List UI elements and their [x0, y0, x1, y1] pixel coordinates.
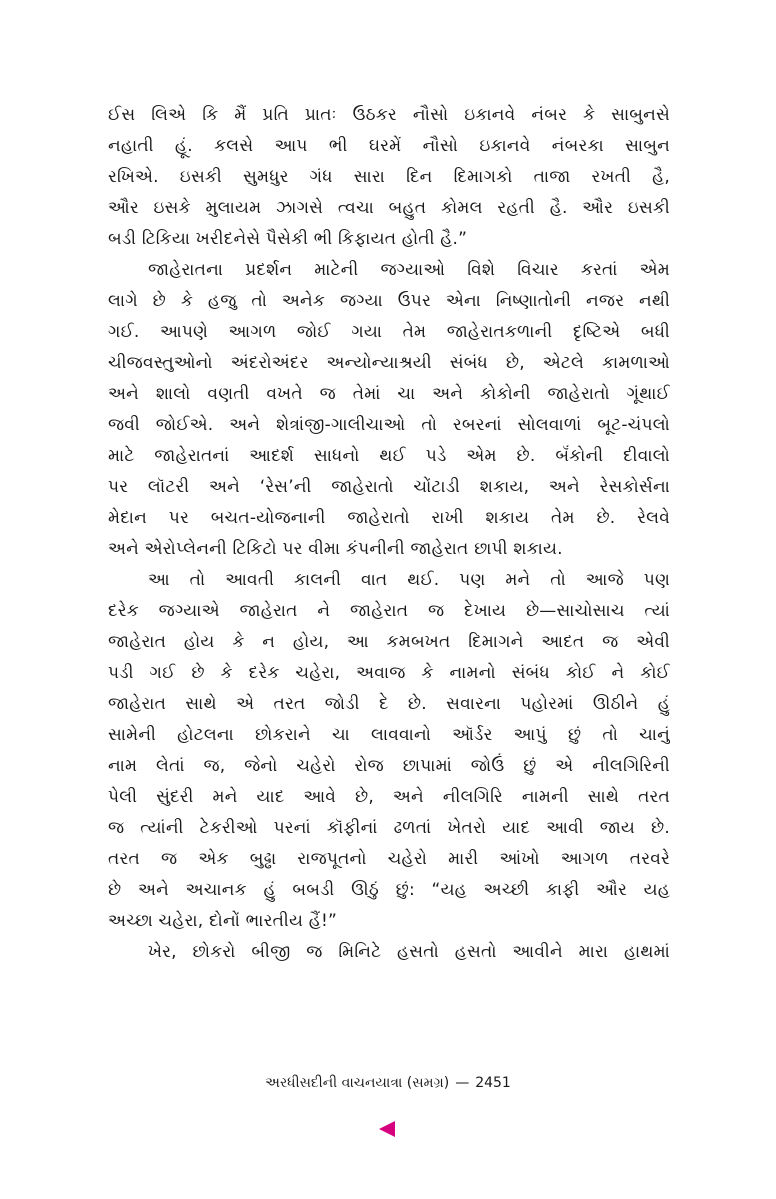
page-number: 2451	[475, 1075, 511, 1091]
text-line: અને શાલો વણતી વખતે જ તેમાં ચા અને કોકોની જાહેરાતો ગૂંથાઈ	[108, 384, 670, 404]
text-line: નામ લેતાં જ, જેનો ચહેરો રોજ છાપામાં જોઉં છું એ નીલગિરિની	[108, 756, 670, 776]
text-line: પર લૉટરી અને ‘રેસ’ની જાહેરાતો ચોંટાડી શકાય, અને રેસકોર્સના	[108, 477, 670, 497]
text-line: નહાતી હૂં. કલસે આપ ભી ઘરમેં નૌસો ઇકાનવે નંબરકા સાબુન	[108, 136, 670, 156]
text-line: તરત જ એક બુઢ્ઢા રાજપૂતનો ચહેરો મારી આંખો આગળ તરવરે	[108, 849, 670, 869]
paragraph	[108, 100, 670, 255]
text-line: અને એરોપ્લેનની ટિકિટો પર વીમા કંપનીની જાહેરાત છાપી શકાય.	[108, 539, 563, 559]
text-line: ઔર ઇસકે મુલાયમ ઝાગસે ત્વચા બહુત કોમલ રહતી હૈ. ઔર ઇસકી	[108, 198, 670, 218]
text-line: ઈસ લિએ કિ મૈં પ્રતિ પ્રાતઃ ઉઠકર નૌસો ઇકાનવે નંબર કે સાબુનસે	[108, 105, 670, 125]
page-footer	[0, 1075, 776, 1091]
text-line: જાહેરાતના પ્રદર્શન માટેની જગ્યાઓ વિશે વિચાર કરતાં એમ	[148, 260, 670, 280]
text-line: ગઈ. આપણે આગળ જોઈ ગયા તેમ જાહેરાતકળાની દૃષ્ટિએ બધી	[108, 322, 670, 342]
text-line: જાહેરાત સાથે એ તરત જોડી દે છે. સવારના પહોરમાં ઊઠીને હું	[108, 694, 670, 714]
paragraph	[108, 255, 670, 565]
text-line: મેદાન પર બચત-યોજનાની જાહેરાતો રાખી શકાય તેમ છે. રેલવે	[108, 508, 670, 528]
text-line: પેલી સુંદરી મને યાદ આવે છે, અને નીલગિરિ નામની સાથે તરત	[108, 787, 670, 807]
text-line: ચીજવસ્તુઓનો અંદરોઅંદર અન્યોન્યાશ્રયી સંબંધ છે, એટલે કામળાઓ	[108, 353, 670, 373]
text-line: લાગે છે કે હજુ તો અનેક જગ્યા ઉપર એના નિષ્ણાતોની નજર નથી	[108, 291, 670, 311]
text-line: સામેની હોટલના છોકરાને ચા લાવવાનો ઑર્ડર આપું છું તો ચાનું	[108, 725, 670, 745]
text-line: રખિએ. ઇસકી સુમધુર ગંધ સારા દિન દિમાગકો તાજા રખતી હૈ,	[108, 167, 670, 187]
text-line: આ તો આવતી કાલની વાત થઈ. પણ મને તો આજે પણ	[148, 570, 670, 590]
book-title: અરધીસદીની વાચનયાત્રા (સમગ્ર)	[265, 1075, 450, 1091]
previous-page-icon[interactable]	[379, 1121, 395, 1137]
text-line: જ ત્યાંની ટેકરીઓ પરનાં કૉફીનાં ઢળતાં ખેતરો યાદ આવી જાય છે.	[108, 818, 670, 838]
text-line: છે અને અચાનક હું બબડી ઊઠું છું: “યહ અચ્છી કાફી ઔર યહ	[108, 880, 670, 900]
text-line: ખેર, છોકરો બીજી જ મિનિટે હસતો હસતો આવીને મારા હાથમાં	[148, 942, 670, 962]
paragraph	[108, 937, 670, 968]
paragraph	[108, 565, 670, 937]
footer-separator: —	[455, 1075, 470, 1091]
text-line: પડી ગઈ છે કે દરેક ચહેરા, અવાજ કે નામનો સંબંધ કોઈ ને કોઈ	[108, 663, 670, 683]
text-line: જાહેરાત હોય કે ન હોય, આ કમબખત દિમાગને આદત જ એવી	[108, 632, 670, 652]
text-line: માટે જાહેરાતનાં આદર્શ સાધનો થઈ પડે એમ છે. બૅંકોની દીવાલો	[108, 446, 670, 466]
text-line: બડી ટિકિયા ખરીદનેસે પૈસેકી ભી કિફાયત હોતી હૈ.”	[108, 229, 468, 249]
text-line: દરેક જગ્યાએ જાહેરાત ને જાહેરાત જ દેખાય છે—સાચોસાચ ત્યાં	[108, 601, 670, 621]
body-text	[108, 100, 670, 968]
text-line: જવી જોઈએ. અને શેત્રાંજી-ગાલીચાઓ તો રબરનાં સોલવાળાં બૂટ-ચંપલો	[108, 415, 670, 435]
text-line: અચ્છા ચહેરા, દોનોં ભારતીય હૈં!”	[108, 911, 337, 931]
